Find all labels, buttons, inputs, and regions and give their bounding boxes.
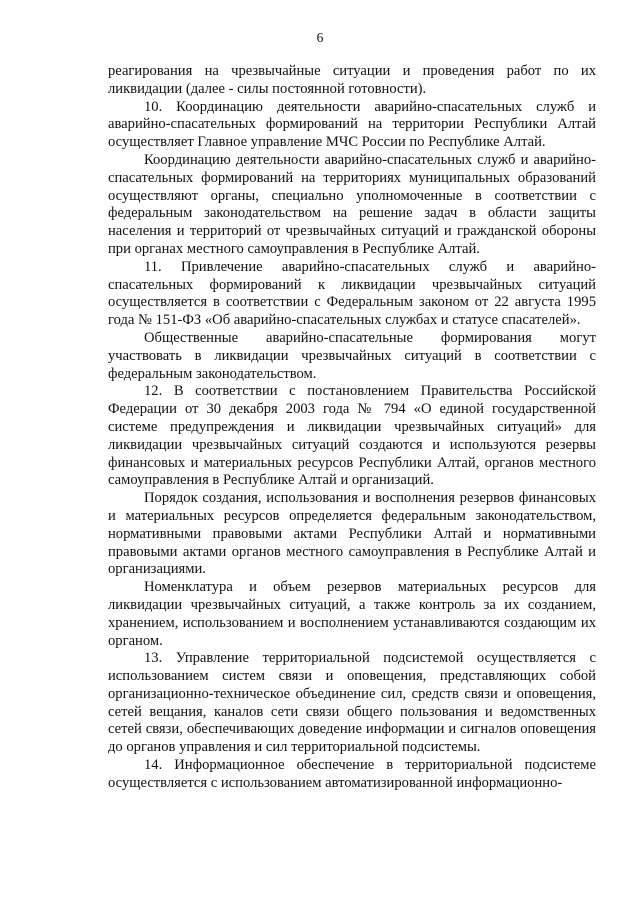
page-number: 6 [316, 30, 324, 45]
paragraph-item-10: 10. Координацию деятельности аварийно-спасательных служб и аварийно-спасательных формирований на территории Республики Алтай осуществляет Главное управление МЧС России по Республике Алтай. [108, 98, 596, 151]
paragraph-item-13: 13. Управление территориальной подсистемой осуществляется с использованием систем связи и оповещения, представляющих собой организационно-техническое объединение сил, средств связи и оповещения, сетей вещания, каналов сети связи общего пользования и ведомственных сетей связи, обеспечивающих доведение информации и сигналов оповещения до органов управления и сил территориальной подсистемы. [108, 650, 596, 756]
paragraph-reserves-nomenclature: Номенклатура и объем резервов материальных ресурсов для ликвидации чрезвычайных ситуаций, а также контроль за их созданием, хранением, использованием и восполнением устанавливаются создающим их органом. [108, 579, 596, 649]
paragraph-reserves-procedure: Порядок создания, использования и восполнения резервов финансовых и материальных ресурсов определяется федеральным законодательством, нормативными правовыми актами Республики Алтай и нормативными правовыми актами органов местного самоуправления в Республике Алтай и организациями. [108, 490, 596, 578]
paragraph-item-11: 11. Привлечение аварийно-спасательных служб и аварийно-спасательных формирований к ликвидации чрезвычайных ситуаций осуществляется в соответствии с Федеральным законом от 22 августа 1995 года № 151-ФЗ «Об аварийно-спасательных службах и статусе спасателей». [108, 258, 596, 329]
paragraph-coordination-municipal: Координацию деятельности аварийно-спасательных служб и аварийно-спасательных формирований на территориях муниципальных образований осуществляют органы, специально уполномоченные в соответствии с федеральным законодательством на решение задач в области защиты населения и территорий от чрезвычайных ситуаций и гражданской обороны при органах местного самоуправления в Республике Алтай. [108, 151, 596, 257]
paragraph-item-12: 12. В соответствии с постановлением Правительства Российской Федерации от 30 декабря 2003 года № 794 «О единой государственной системе предупреждения и ликвидации чрезвычайных ситуаций» для ликвидации чрезвычайных ситуаций создаются и используются резервы финансовых и материальных ресурсов Республики Алтай, органов местного самоуправления в Республике Алтай и организаций. [108, 383, 596, 489]
paragraph-item-14: 14. Информационное обеспечение в территориальной подсистеме осуществляется с использованием автоматизированной информационно- [108, 757, 596, 791]
paragraph-public-formations: Общественные аварийно-спасательные формирования могут участвовать в ликвидации чрезвычайных ситуаций в соответствии с федеральным законодательством. [108, 329, 596, 382]
paragraph-continuation: реагирования на чрезвычайные ситуации и проведения работ по их ликвидации (далее - силы постоянной готовности). [108, 63, 596, 97]
document-body [108, 63, 596, 793]
